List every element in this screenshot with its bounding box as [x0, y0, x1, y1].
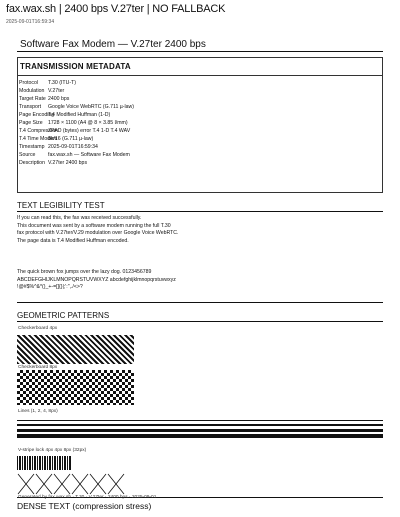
checkerboard-large-pattern	[17, 370, 134, 405]
legibility-line: fax protocol with V.27ter/V.29 modulation over Google Voice WebRTC.	[17, 230, 179, 237]
metadata-row: T.4 Time Modem8k/16 (G.711 µ-law)	[19, 136, 94, 143]
metadata-row: Page EncodingT.4 Modified Huffman (1-D)	[19, 112, 111, 119]
metadata-row: T.4 CompressionZPAD (bytes) error T.4 1-D T.4 WAV	[19, 128, 131, 135]
sample-line: ABCDEFGHIJKLMNOPQRSTUVWXYZ abcdefghijklmnopqrstuvwxyz	[17, 276, 176, 283]
line-1px	[17, 420, 383, 421]
metadata-title-rule	[18, 75, 382, 76]
metadata-row: Protocol T.30 (ITU-T)	[19, 80, 76, 86]
cross-mark	[90, 474, 106, 494]
metadata-table	[19, 79, 134, 168]
legibility-title: TEXT LEGIBILITY TEST	[17, 201, 105, 210]
sample-line: The quick brown fox jumps over the lazy dog. 0123456789	[17, 269, 152, 275]
metadata-row: Description V.27ter 2400 bps	[19, 160, 88, 167]
barcode-label: V-stripe lock 4px 4px 8px (32px)	[18, 448, 87, 453]
header-timestamp: 2025-09-01T16:59:34	[6, 19, 55, 25]
dense-text-title: DENSE TEXT (compression stress)	[17, 501, 152, 511]
metadata-row: Target Rate 2400 bps	[19, 96, 70, 103]
metadata-row: Transport Google Voice WebRTC (G.711 µ-law)	[19, 104, 135, 111]
line-4px	[17, 429, 383, 432]
cross-mark	[108, 474, 124, 494]
sample-text	[17, 269, 176, 292]
line-8px	[17, 434, 383, 438]
metadata-title: TRANSMISSION METADATA	[20, 62, 131, 71]
metadata-box	[17, 57, 383, 193]
sample-line: !@#$%^&*()_+-=[]{}|;':",./<>?	[17, 284, 83, 291]
fax-modem-line: Software Fax Modem — V.27ter 2400 bps	[20, 39, 206, 50]
legibility-line: If you can read this, the fax was received successfully.	[17, 215, 142, 221]
checkerboard-large-label: Checkerboard 8px	[18, 365, 58, 370]
cross-mark	[18, 474, 34, 494]
footer-note: Generated by fax.wax.sh · T.30 · V.27ter · 2400 bps · 2025-09-01	[18, 495, 157, 500]
metadata-row: Timestamp 2025-09-01T16:59:34	[19, 144, 98, 151]
legibility-paragraph	[17, 215, 178, 245]
line-2px	[17, 424, 383, 426]
legibility-line: This document was sent by a software modem running the full T.30	[17, 222, 171, 229]
legibility-line: The page data is T.4 Modified Huffman encoded.	[17, 237, 129, 244]
cross-mark	[54, 474, 70, 494]
header-rule	[17, 51, 383, 52]
checkerboard-small-pattern	[17, 335, 134, 364]
barcode-pattern	[17, 456, 71, 470]
cross-mark	[36, 474, 52, 494]
metadata-row: Page Size 1728 × 1100 (A4 @ 8 × 3.85 l/mm)	[19, 120, 128, 127]
metadata-row: Modulation V.27ter	[19, 88, 65, 95]
lines-label: Lines (1, 2, 4, 8px)	[18, 409, 58, 414]
cross-pattern	[17, 473, 127, 495]
patterns-title: GEOMETRIC PATTERNS	[17, 311, 110, 320]
metadata-row: Source fax.wax.sh — Software Fax Modem	[19, 152, 130, 159]
section-divider	[17, 302, 383, 303]
patterns-rule	[17, 321, 383, 322]
page-title: fax.wax.sh | 2400 bps V.27ter | NO FALLBACK	[6, 3, 226, 15]
checkerboard-small-label: Checkerboard 4px	[18, 326, 58, 331]
cross-mark	[72, 474, 88, 494]
legibility-rule	[17, 211, 383, 212]
